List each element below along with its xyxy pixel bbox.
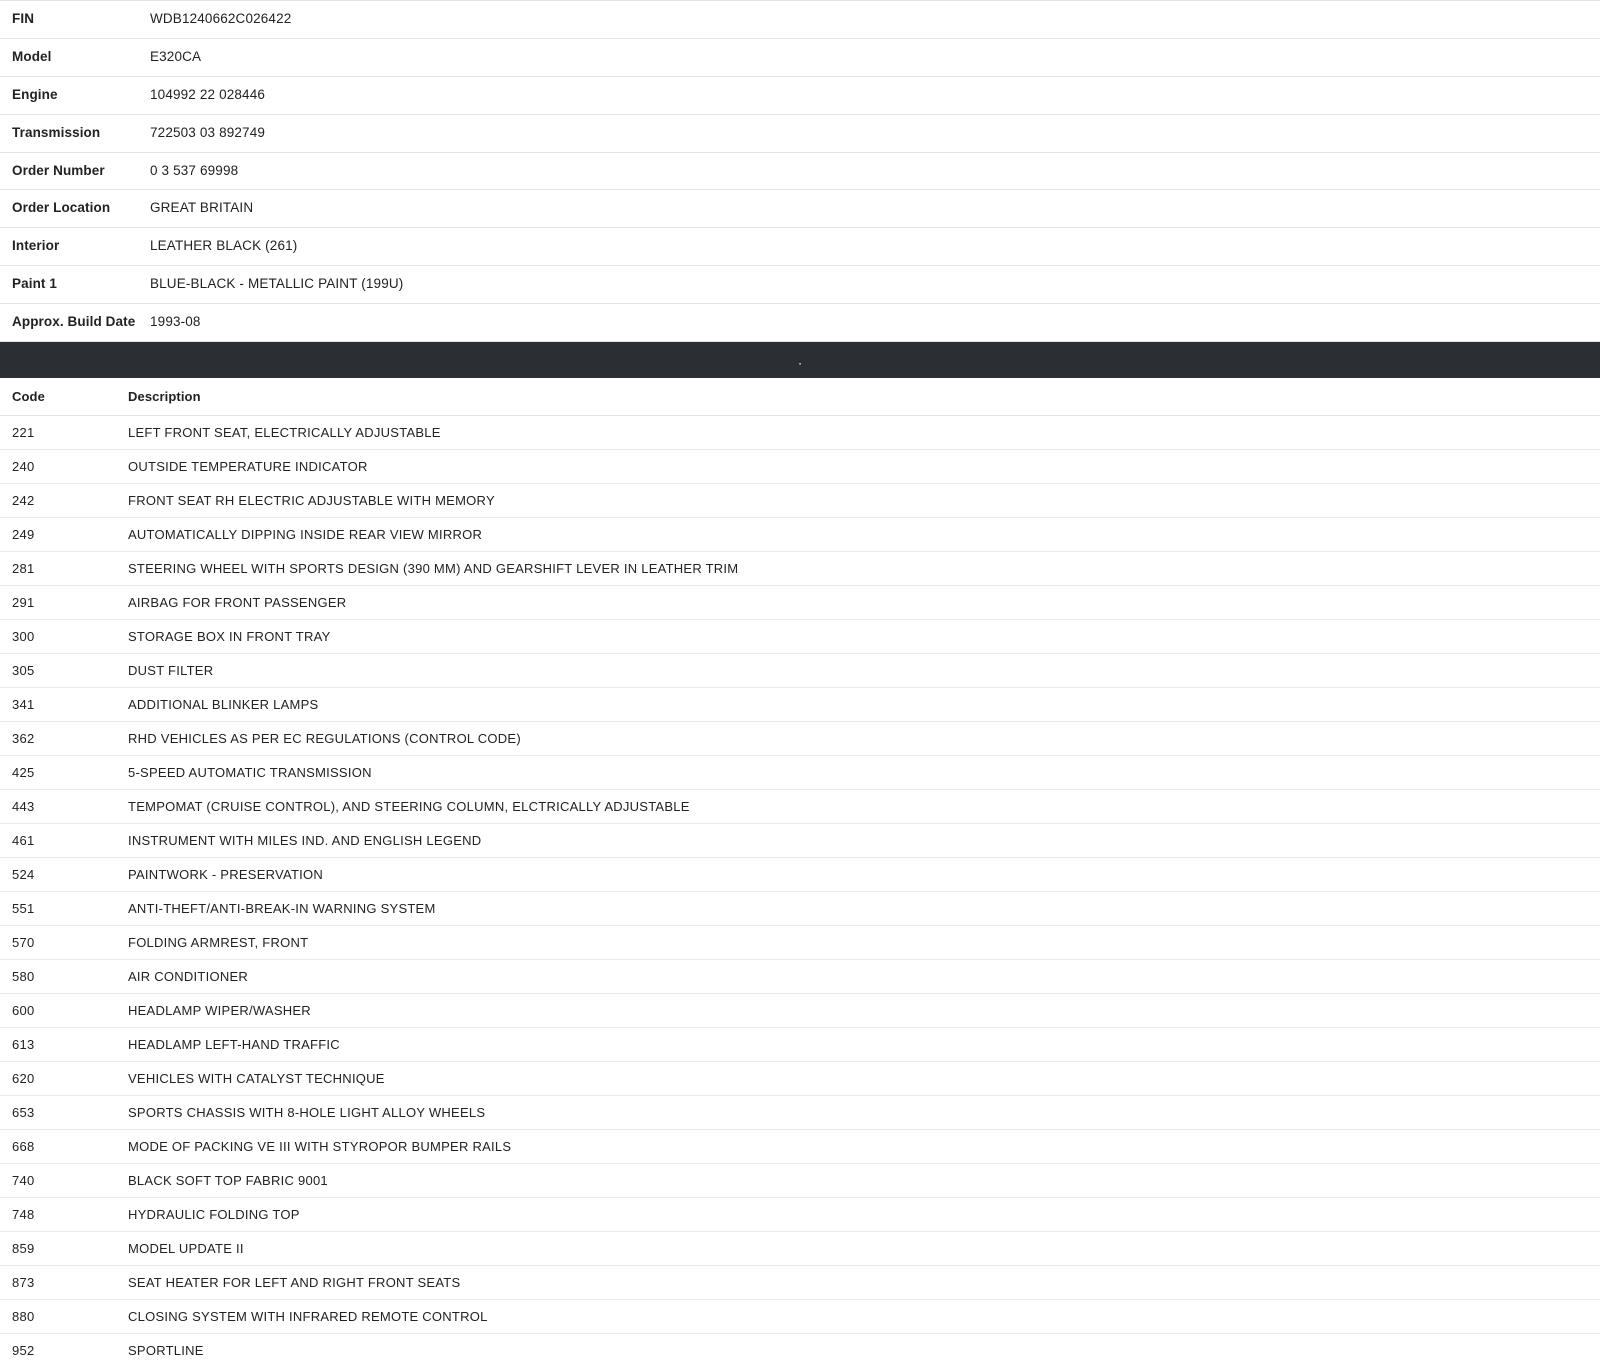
option-description: SEAT HEATER FOR LEFT AND RIGHT FRONT SEATS (70, 1265, 1600, 1299)
option-code: 668 (0, 1129, 70, 1163)
option-code: 221 (0, 415, 70, 449)
section-separator-label: . (798, 352, 802, 368)
option-description: AUTOMATICALLY DIPPING INSIDE REAR VIEW MIRROR (70, 517, 1600, 551)
info-row-label: Paint 1 (12, 276, 57, 292)
option-description: RHD VEHICLES AS PER EC REGULATIONS (CONTROL CODE) (70, 721, 1600, 755)
info-row-value: GREAT BRITAIN (150, 200, 254, 216)
option-code: 300 (0, 619, 70, 653)
info-row-value: LEATHER BLACK (261) (150, 238, 298, 254)
option-code: 873 (0, 1265, 70, 1299)
table-header-row (0, 378, 1600, 416)
option-description: AIRBAG FOR FRONT PASSENGER (70, 585, 1600, 619)
info-row (0, 38, 1600, 76)
info-row-value: 1993-08 (150, 314, 201, 329)
option-description: FRONT SEAT RH ELECTRIC ADJUSTABLE WITH MEMORY (70, 483, 1600, 517)
option-description: 5-SPEED AUTOMATIC TRANSMISSION (70, 755, 1600, 789)
table-row (0, 1231, 1600, 1265)
table-row (0, 891, 1600, 925)
table-row (0, 1299, 1600, 1333)
option-code: 952 (12, 1342, 35, 1358)
option-description: ADDITIONAL BLINKER LAMPS (70, 687, 1600, 721)
option-description: SPORTLINE (128, 1342, 204, 1358)
option-description: LEFT FRONT SEAT, ELECTRICALLY ADJUSTABLE (70, 415, 1600, 449)
option-description: HEADLAMP WIPER/WASHER (70, 993, 1600, 1027)
table-row (0, 1333, 1600, 1367)
table-row (0, 687, 1600, 721)
option-description: VEHICLES WITH CATALYST TECHNIQUE (70, 1061, 1600, 1095)
option-description: ANTI-THEFT/ANTI-BREAK-IN WARNING SYSTEM (70, 891, 1600, 925)
option-description: AIR CONDITIONER (70, 959, 1600, 993)
table-row (0, 619, 1600, 653)
info-row-value: BLUE-BLACK - METALLIC PAINT (199U) (150, 276, 404, 292)
option-code: 580 (0, 959, 70, 993)
info-row (0, 266, 1600, 304)
option-code: 653 (0, 1095, 70, 1129)
table-row (0, 585, 1600, 619)
option-code: 748 (0, 1197, 70, 1231)
info-row-label: Order Number (12, 162, 105, 178)
option-code: 859 (0, 1231, 70, 1265)
option-description: MODE OF PACKING VE III WITH STYROPOR BUMPER RAILS (70, 1129, 1600, 1163)
info-row (0, 304, 1600, 342)
table-row (0, 1163, 1600, 1197)
option-code: 524 (0, 857, 70, 891)
info-row-label: Interior (12, 238, 60, 254)
info-row-label: Engine (12, 86, 58, 102)
option-code: 443 (0, 789, 70, 823)
option-description: STEERING WHEEL WITH SPORTS DESIGN (390 MM) AND GEARSHIFT LEVER IN LEATHER TRIM (70, 551, 1600, 585)
table-row (0, 993, 1600, 1027)
option-description: BLACK SOFT TOP FABRIC 9001 (70, 1163, 1600, 1197)
table-row (0, 789, 1600, 823)
info-row-label: FIN (12, 11, 35, 26)
option-code: 600 (0, 993, 70, 1027)
option-description: HYDRAULIC FOLDING TOP (70, 1197, 1600, 1231)
option-code: 242 (0, 483, 70, 517)
option-code: 880 (0, 1299, 70, 1333)
info-row-value: 104992 22 028446 (150, 86, 266, 102)
info-row-value: WDB1240662C026422 (150, 11, 292, 26)
info-row-value: 722503 03 892749 (150, 124, 266, 140)
option-description: DUST FILTER (70, 653, 1600, 687)
info-row-label: Transmission (12, 124, 101, 140)
option-code: 461 (0, 823, 70, 857)
option-code: 570 (0, 925, 70, 959)
option-description: CLOSING SYSTEM WITH INFRARED REMOTE CONTROL (70, 1299, 1600, 1333)
option-code: 240 (0, 449, 70, 483)
option-code: 281 (0, 551, 70, 585)
option-description: SPORTS CHASSIS WITH 8-HOLE LIGHT ALLOY WHEELS (70, 1095, 1600, 1129)
table-row (0, 959, 1600, 993)
option-description: INSTRUMENT WITH MILES IND. AND ENGLISH LEGEND (70, 823, 1600, 857)
info-row (0, 190, 1600, 228)
table-row (0, 1027, 1600, 1061)
table-row (0, 1129, 1600, 1163)
option-description: OUTSIDE TEMPERATURE INDICATOR (70, 449, 1600, 483)
column-header-description: Description (70, 378, 1600, 416)
info-row (0, 76, 1600, 114)
table-row (0, 517, 1600, 551)
table-row (0, 449, 1600, 483)
option-description: FOLDING ARMREST, FRONT (70, 925, 1600, 959)
table-row (0, 857, 1600, 891)
info-row (0, 114, 1600, 152)
info-row (0, 228, 1600, 266)
table-row (0, 1061, 1600, 1095)
option-description: PAINTWORK - PRESERVATION (70, 857, 1600, 891)
table-row (0, 1265, 1600, 1299)
table-row (0, 721, 1600, 755)
table-row (0, 653, 1600, 687)
info-row-label: Approx. Build Date (12, 314, 136, 329)
table-row (0, 823, 1600, 857)
vehicle-info-table (0, 0, 1600, 342)
option-code: 305 (0, 653, 70, 687)
option-code: 291 (0, 585, 70, 619)
table-row (0, 925, 1600, 959)
option-codes-table (0, 378, 1600, 1367)
info-row-value: E320CA (150, 48, 202, 64)
option-code: 249 (0, 517, 70, 551)
info-row-label: Order Location (12, 200, 111, 216)
option-codes-header (0, 378, 1600, 416)
option-code: 620 (0, 1061, 70, 1095)
info-row (0, 152, 1600, 190)
option-code: 362 (0, 721, 70, 755)
option-code: 341 (0, 687, 70, 721)
table-row (0, 755, 1600, 789)
column-header-code: Code (0, 378, 70, 416)
info-row (0, 1, 1600, 39)
option-code: 551 (0, 891, 70, 925)
option-code: 740 (0, 1163, 70, 1197)
table-row (0, 551, 1600, 585)
info-row-label: Model (12, 48, 52, 64)
info-row-value: 0 3 537 69998 (150, 162, 239, 178)
option-code: 425 (0, 755, 70, 789)
table-row (0, 415, 1600, 449)
table-row (0, 483, 1600, 517)
section-separator-band (0, 342, 1600, 378)
table-row (0, 1197, 1600, 1231)
option-code: 613 (0, 1027, 70, 1061)
table-row (0, 1095, 1600, 1129)
option-description: STORAGE BOX IN FRONT TRAY (70, 619, 1600, 653)
option-description: MODEL UPDATE II (70, 1231, 1600, 1265)
option-description: TEMPOMAT (CRUISE CONTROL), AND STEERING COLUMN, ELCTRICALLY ADJUSTABLE (70, 789, 1600, 823)
option-description: HEADLAMP LEFT-HAND TRAFFIC (70, 1027, 1600, 1061)
